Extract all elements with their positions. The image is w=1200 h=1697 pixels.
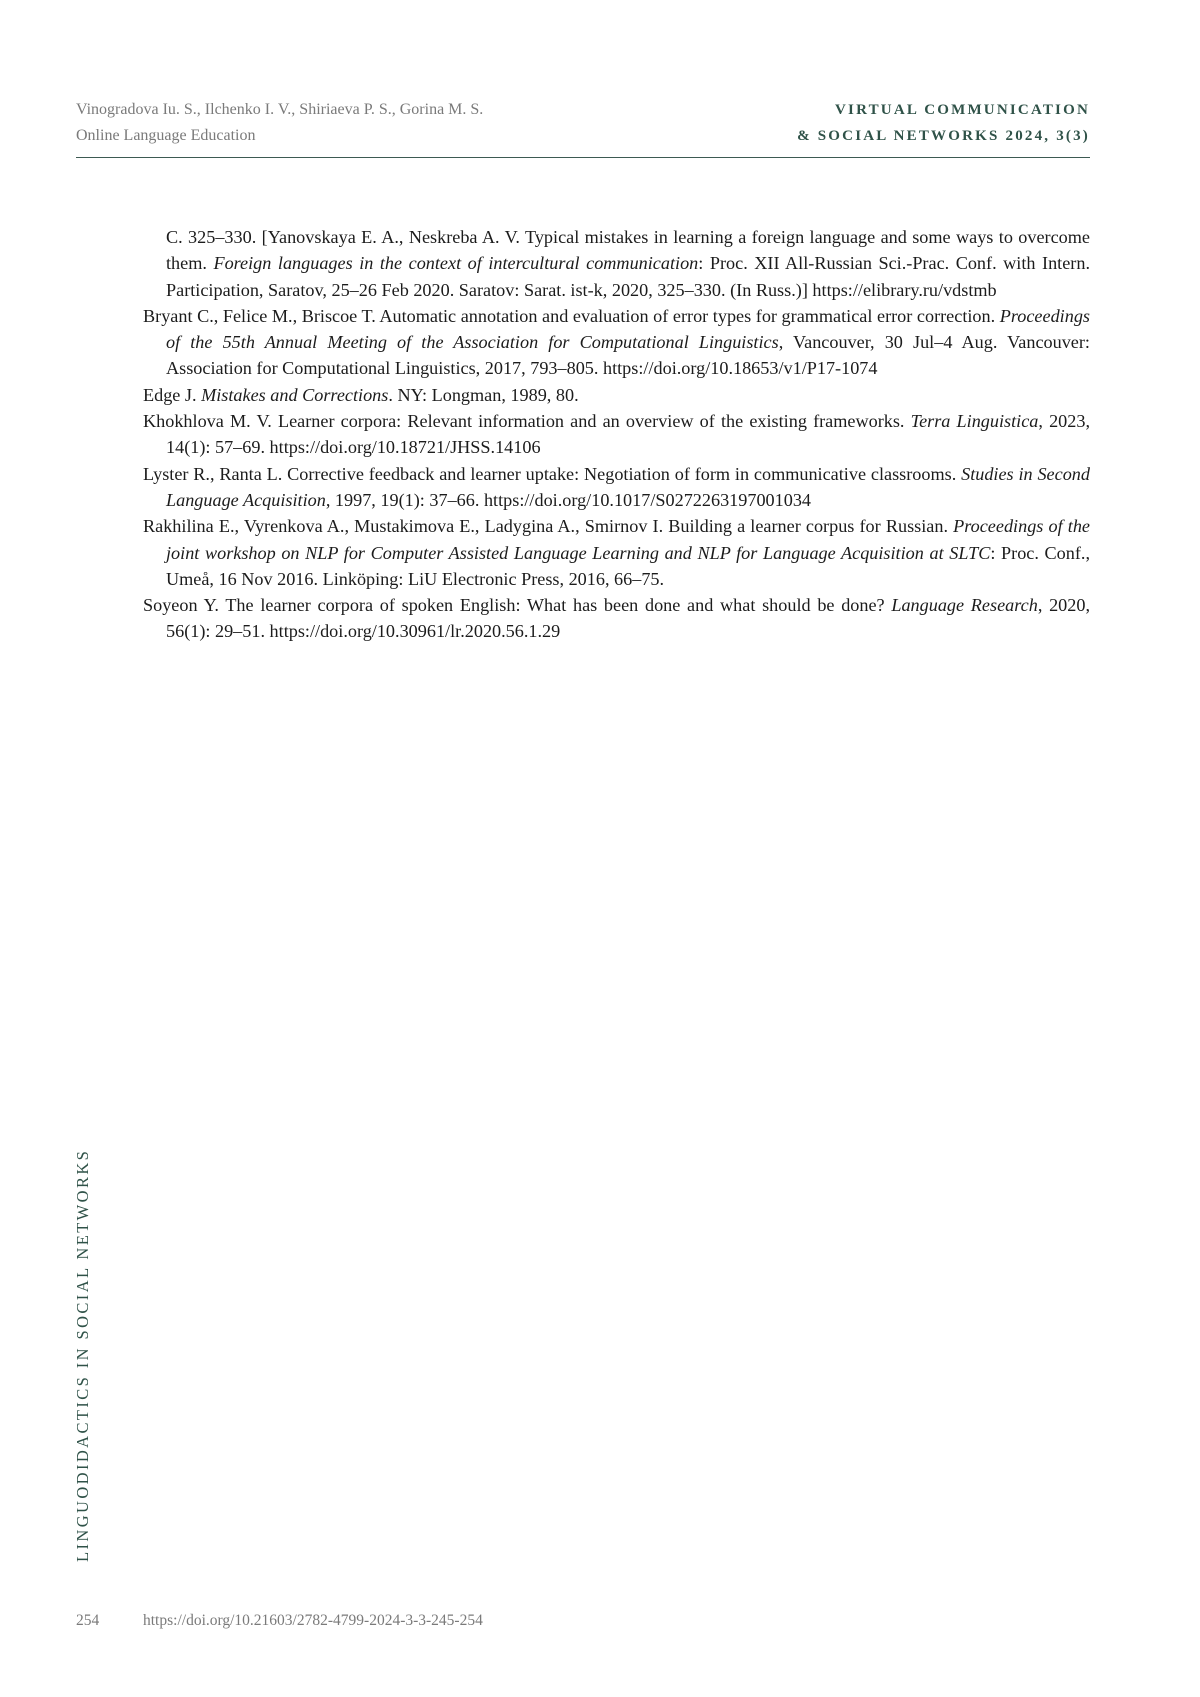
page-footer — [76, 1612, 483, 1630]
page-number: 254 — [76, 1612, 100, 1629]
reference-text: C. 325–330. [Yanovskaya E. A., Neskreba A. V. Typical mistakes in learning a foreign language and some ways to overcome them. — [166, 227, 1090, 274]
reference-text: Lyster R., Ranta L. Corrective feedback and learner uptake: Negotiation of form in communicative classrooms. — [143, 463, 962, 484]
reference-item — [143, 513, 1090, 592]
reference-details: : Proc. XII All-Russian Sci.-Prac. Conf. with Intern. Participation, Saratov, 25–26 Feb 2020. Saratov: Sarat. ist-k, 2020, 325–330. (In Russ.)] https://elibrary.ru/vdstmb — [166, 253, 1091, 300]
reference-details: . NY: Longman, 1989, 80. — [388, 384, 579, 405]
reference-text: Edge J. — [143, 384, 202, 405]
reference-details: , Vancouver, 30 Jul–4 Aug. Vancouver: Association for Computational Linguistics, 2017, 793–805. https://doi.org/10.18653/v1/P17-1074 — [166, 332, 1090, 379]
reference-list — [143, 224, 1090, 645]
reference-details: , 1997, 19(1): 37–66. https://doi.org/10.1017/S0272263197001034 — [325, 489, 812, 510]
header-authors: Vinogradova Iu. S., Ilchenko I. V., Shiriaeva P. S., Gorina M. S. — [76, 101, 484, 118]
reference-text: Rakhilina E., Vyrenkova A., Mustakimova E., Ladygina A., Smirnov I. Building a learner corpus for Russian. — [143, 516, 954, 537]
journal-title-line1: VIRTUAL COMMUNICATION — [835, 102, 1090, 118]
reference-source: Mistakes and Corrections — [201, 384, 389, 405]
reference-item — [143, 224, 1090, 303]
journal-title-line2: & SOCIAL NETWORKS 2024, 3(3) — [797, 128, 1090, 144]
reference-item — [143, 303, 1090, 382]
reference-source: Language Research — [891, 595, 1038, 616]
reference-source: Studies in Second Language Acquisition — [166, 463, 1090, 510]
reference-details: , 2023, 14(1): 57–69. https://doi.org/10.18721/JHSS.14106 — [166, 411, 1090, 458]
reference-details: : Proc. Conf., Umeå, 16 Nov 2016. Linköping: LiU Electronic Press, 2016, 66–75. — [166, 542, 1090, 589]
page-header — [76, 97, 1090, 158]
journal-title — [797, 97, 1090, 149]
header-left — [76, 97, 483, 149]
reference-details: , 2020, 56(1): 29–51. https://doi.org/10.30961/lr.2020.56.1.29 — [166, 595, 1090, 642]
reference-source: Proceedings of the 55th Annual Meeting of the Association for Computational Linguistics — [166, 305, 1090, 353]
section-side-label: LINGUODIDACTICS IN SOCIAL NETWORKS — [73, 1148, 92, 1562]
reference-source: Proceedings of the joint workshop on NLP for Computer Assisted Language Learning and NLP for Language Acquisition at SLTC — [166, 516, 1090, 563]
reference-source: Foreign languages in the context of intercultural communication — [213, 253, 699, 274]
reference-item — [143, 408, 1090, 461]
reference-item — [143, 382, 1090, 408]
reference-text: Bryant C., Felice M., Briscoe T. Automatic annotation and evaluation of error types for grammatical error correction. — [143, 305, 1000, 326]
reference-item — [143, 461, 1090, 514]
reference-item — [143, 592, 1090, 645]
reference-source: Terra Linguistica — [910, 411, 1039, 432]
reference-text: Soyeon Y. The learner corpora of spoken English: What has been done and what should be done? — [143, 595, 892, 616]
header-article-title: Online Language Education — [76, 127, 256, 144]
footer-doi-link[interactable]: https://doi.org/10.21603/2782-4799-2024-3-3-245-254 — [143, 1612, 483, 1629]
reference-text: Khokhlova M. V. Learner corpora: Relevant information and an overview of the existing frameworks. — [143, 411, 911, 432]
